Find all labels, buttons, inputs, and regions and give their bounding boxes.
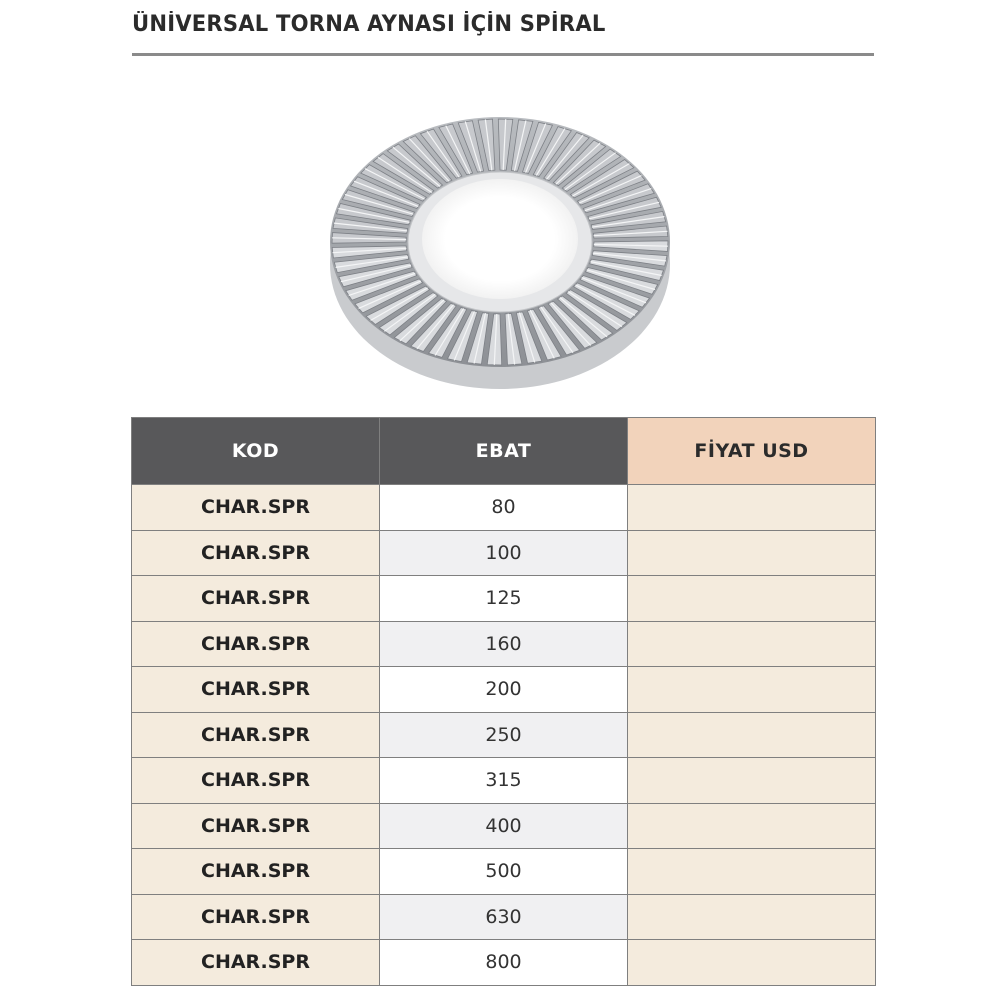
page-title: ÜNİVERSAL TORNA AYNASI İÇİN SPİRAL (132, 12, 606, 37)
cell-kod: CHAR.SPR (132, 667, 380, 713)
cell-ebat: 630 (380, 894, 628, 940)
cell-ebat: 200 (380, 667, 628, 713)
table-header-row (132, 418, 876, 485)
cell-kod: CHAR.SPR (132, 803, 380, 849)
cell-ebat: 100 (380, 530, 628, 576)
cell-kod: CHAR.SPR (132, 940, 380, 986)
cell-fiyat (628, 485, 876, 531)
title-divider (132, 53, 874, 56)
cell-kod: CHAR.SPR (132, 530, 380, 576)
cell-fiyat (628, 803, 876, 849)
cell-ebat: 125 (380, 576, 628, 622)
table-row (132, 667, 876, 713)
cell-fiyat (628, 849, 876, 895)
cell-kod: CHAR.SPR (132, 576, 380, 622)
cell-kod: CHAR.SPR (132, 621, 380, 667)
cell-ebat: 315 (380, 758, 628, 804)
table-row (132, 894, 876, 940)
bevel-gear-spiral-icon (320, 92, 680, 402)
cell-fiyat (628, 940, 876, 986)
cell-fiyat (628, 530, 876, 576)
cell-kod: CHAR.SPR (132, 485, 380, 531)
cell-ebat: 400 (380, 803, 628, 849)
column-header-ebat: EBAT (380, 418, 628, 485)
table-row (132, 849, 876, 895)
column-header-fiyat: FİYAT USD (628, 418, 876, 485)
cell-fiyat (628, 712, 876, 758)
table-row (132, 758, 876, 804)
cell-kod: CHAR.SPR (132, 849, 380, 895)
cell-kod: CHAR.SPR (132, 712, 380, 758)
cell-kod: CHAR.SPR (132, 894, 380, 940)
cell-fiyat (628, 621, 876, 667)
cell-ebat: 160 (380, 621, 628, 667)
table-row (132, 621, 876, 667)
cell-fiyat (628, 894, 876, 940)
cell-ebat: 800 (380, 940, 628, 986)
table-row (132, 576, 876, 622)
table-row (132, 940, 876, 986)
cell-fiyat (628, 758, 876, 804)
table-row (132, 712, 876, 758)
table-row (132, 530, 876, 576)
table-row (132, 803, 876, 849)
price-table (131, 417, 876, 986)
cell-ebat: 250 (380, 712, 628, 758)
cell-ebat: 80 (380, 485, 628, 531)
gear-bore-hole (422, 179, 578, 299)
cell-kod: CHAR.SPR (132, 758, 380, 804)
cell-fiyat (628, 667, 876, 713)
column-header-kod: KOD (132, 418, 380, 485)
cell-ebat: 500 (380, 849, 628, 895)
cell-fiyat (628, 576, 876, 622)
table-row (132, 485, 876, 531)
